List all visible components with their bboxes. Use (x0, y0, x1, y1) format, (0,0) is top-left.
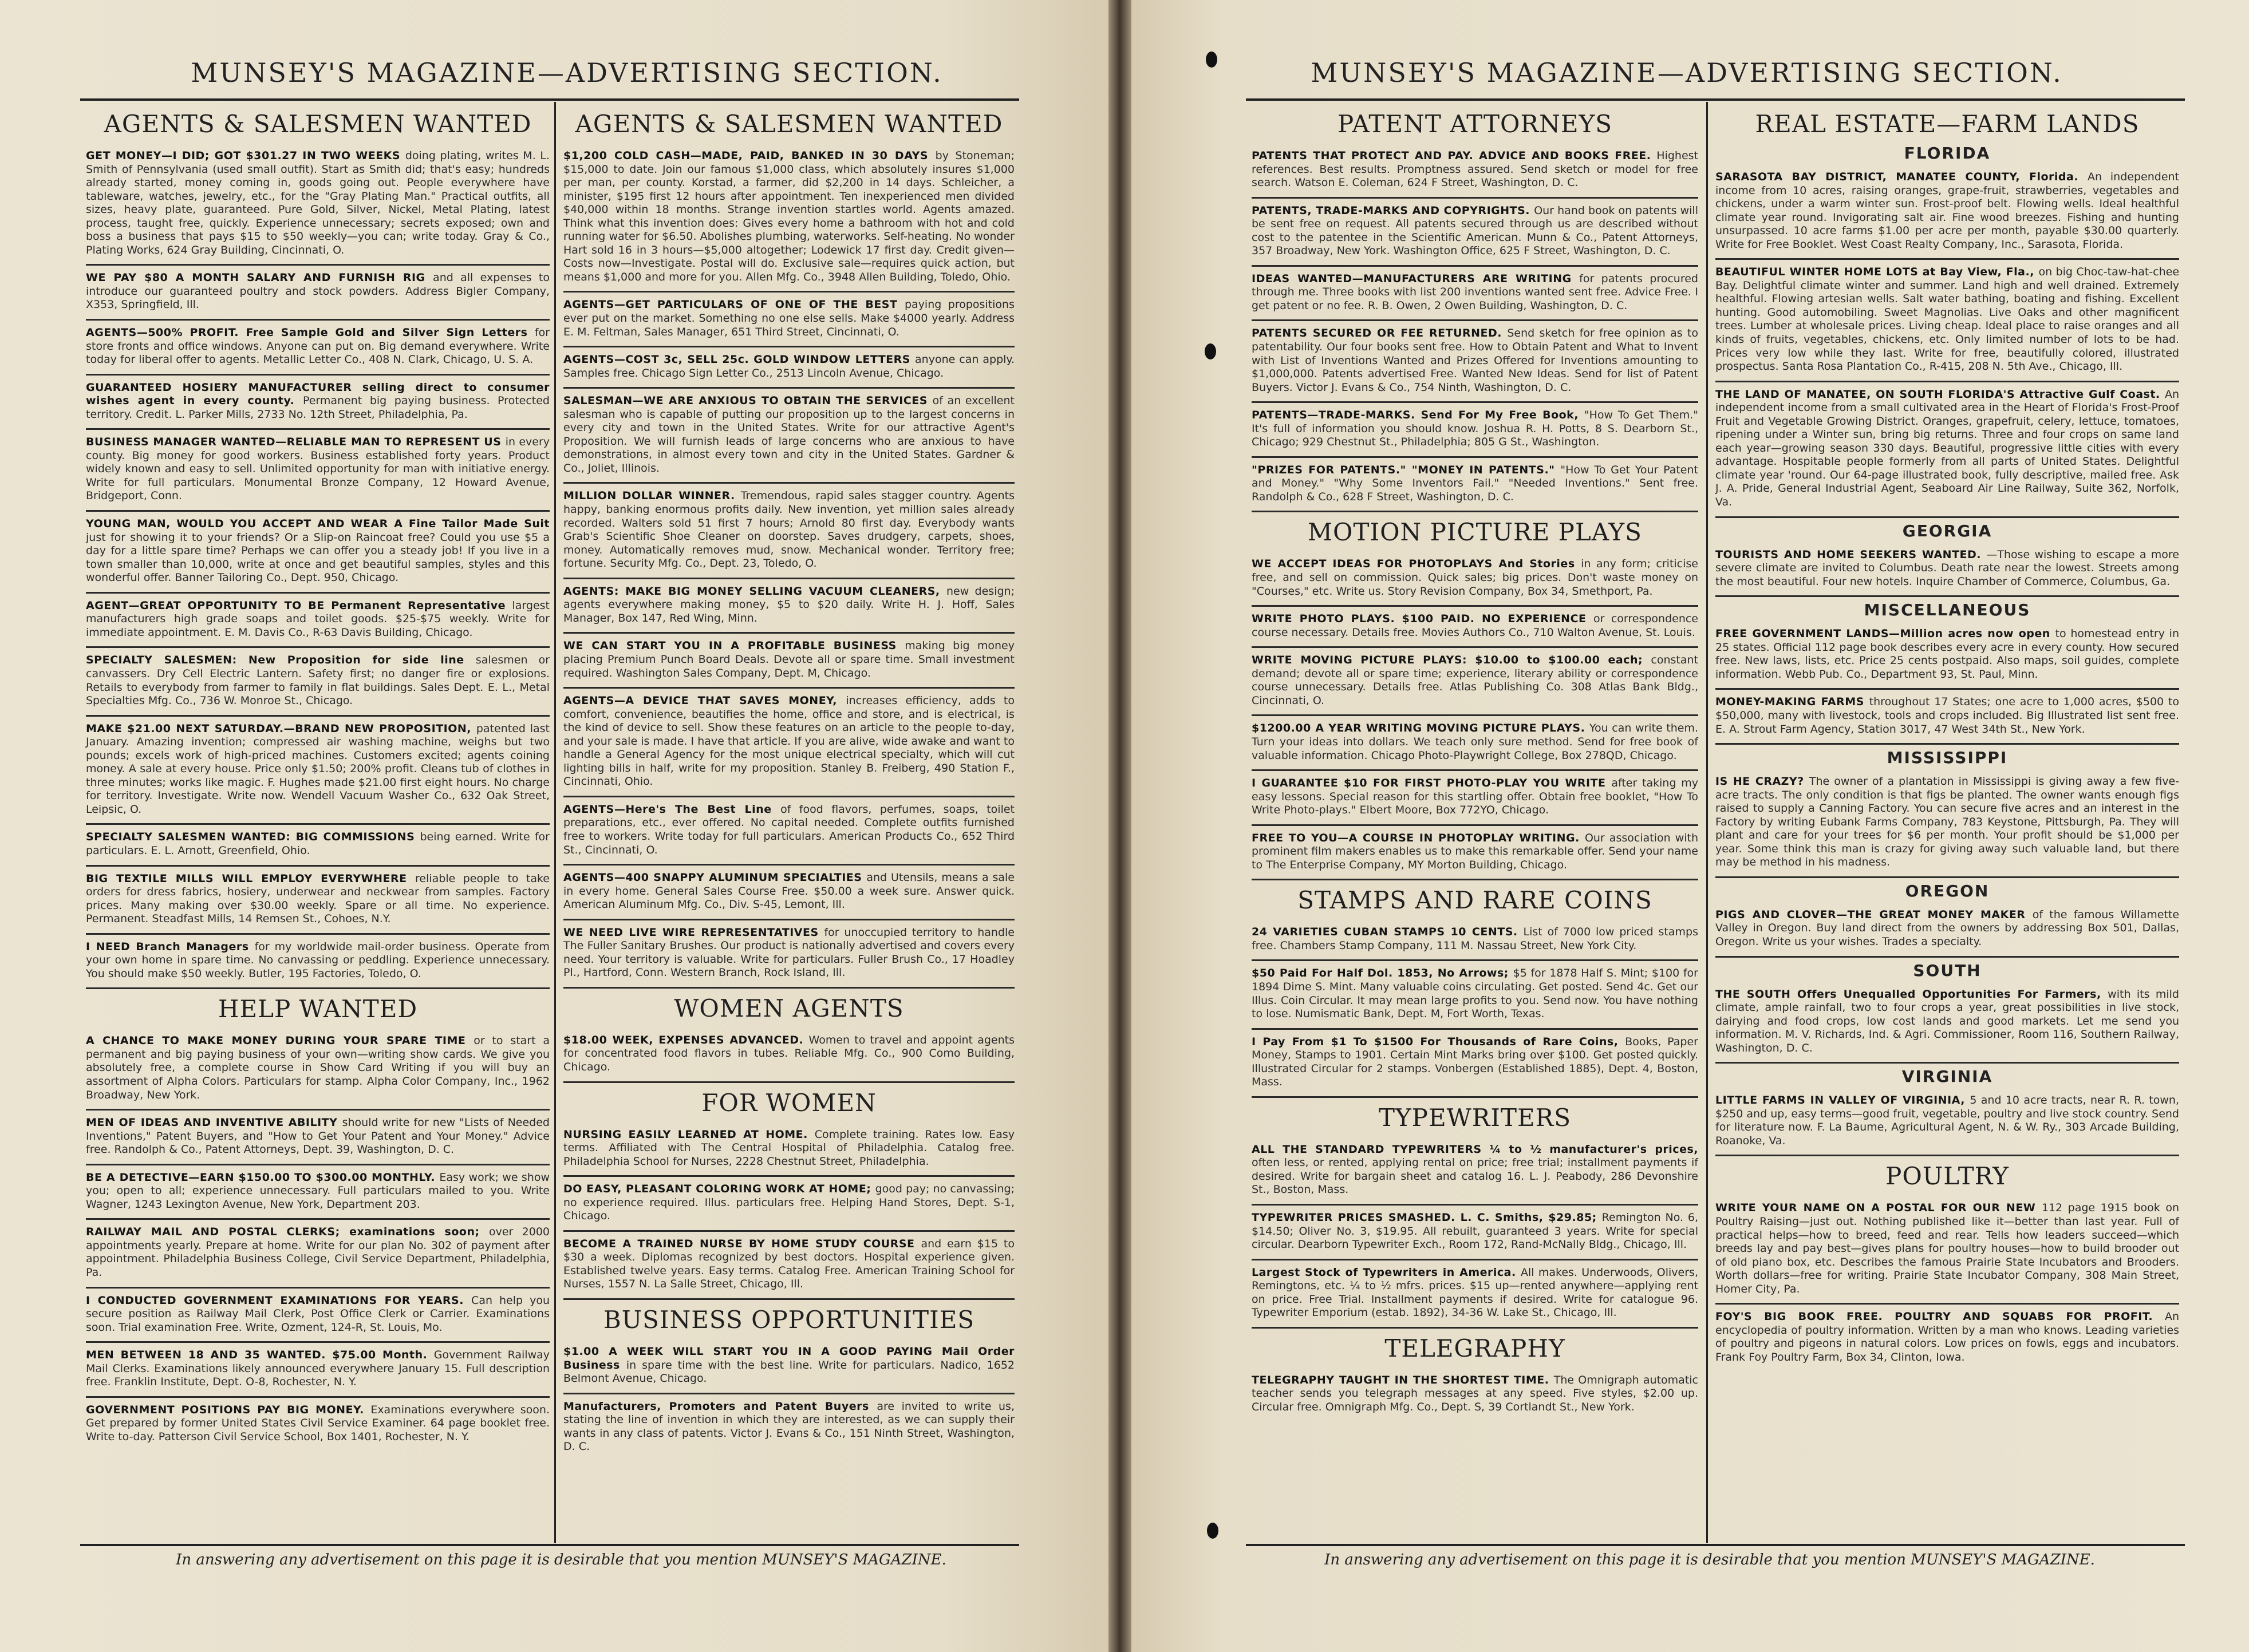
classified-ad (1252, 267, 1698, 322)
ad-body: of an excellent salesman who is capable of putting our proposition up to the largest concerns in every city and town in the United States. Write for our attractive Agent's Proposition. We will furnish leads of large concerns who are anxious to have demonstrations, in almost every town and city in the United States. Gardner & Co., Joliet, Illinois. (563, 394, 1015, 475)
ad-body: and Utensils, means a sale in every home. General Sales Course Free. $50.00 a week sure. Answer quick. American Aluminum Mfg. Co., Div. S-45, Lemont, Ill. (563, 871, 1015, 911)
classified-ad (1252, 321, 1698, 403)
ad-lead: AGENTS: MAKE BIG MONEY SELLING VACUUM CLEANERS, (563, 584, 946, 598)
ad-body: Easy work; we show you; open to all; experience unnecessary. Full particulars mailed to you. Write Wagner, 1243 Lexington Avenue, New York, Department 203. (86, 1171, 550, 1211)
ad-body: 5 and 10 acre tracts, near R. R. town, $250 and up, easy terms—good fruit, vegetable, poultry and live stock country. Send for literature now. F. La Baume, Agricultural Agent, N. & W. Ry., 303 Arcade Building, Roanoke, Va. (1715, 1094, 2179, 1147)
ad-body: making big money placing Premium Punch Board Deals. Devote all or spare time. Small investment required. Washington Sales Company, Dept. M, Chicago. (563, 639, 1015, 679)
ad-body: or correspondence course necessary. Details free. Movies Authors Co., 710 Walton Avenue, St. Louis. (1252, 612, 1699, 639)
classified-ad (1252, 1137, 1698, 1206)
ad-lead: I Pay From $1 To $1500 For Thousands of Rare Coins, (1252, 1035, 1625, 1048)
ad-body: on big Choc-taw-hat-chee Bay. Delightful climate winter and summer. Land high and well drained. Extremely healthful. Flowing artesian wells. Salt water bathing, boating and fishing. Excellent hunting. Good automobiling. Sweet Magnolias. Live Oaks and other magnificent trees. Lumber at wholesale prices. Living cheap. Ideal place to raise oranges and all kinds of fruits, vegetables, chickens, etc. Only limited number of lots to be had. Prices very low while they last. Write for free, beautifully colored, illustrated prospectus. Santa Rosa Plantation Co., R-415, 208 N. 5th Ave., Chicago, Ill. (1715, 266, 2180, 373)
book-gutter (1108, 0, 1131, 1652)
ad-body: "How To Get Them." It's full of information you should know. Joshua R. H. Potts, 8 S. Dearborn St., Chicago; 929 Chestnut St., Philadelphia; 805 G St., Washington. (1252, 409, 1698, 449)
classified-ad (1252, 920, 1698, 961)
classified-ad (1252, 1206, 1698, 1260)
head-rule-left (80, 98, 1019, 101)
ad-body: "How To Get Your Patent and Money." "Why Some Inventors Fail." "Needed Inventions." Sent free. Randolph & Co., 628 F Street, Washington, D. C. (1252, 463, 1698, 503)
ad-body: for my worldwide mail-order business. Operate from your own home in spare time. No canvassing or peddling. Experience unnecessary. You should make $50 weekly. Butler, 195 Factories, Toledo, O. (86, 940, 550, 980)
classified-ad (86, 376, 550, 430)
section-heading: TELEGRAPHY (1384, 1334, 1565, 1362)
classified-ad (86, 717, 550, 825)
ad-body: for patents procured through me. Three books with list 200 inventions wanted sent free. Advice Free. I get patent or no fee. R. B. Owen, 2 Owen Building, Washington, D. C. (1252, 272, 1698, 312)
ad-lead: BECOME A TRAINED NURSE BY HOME STUDY COURSE (563, 1237, 921, 1250)
ad-body: An independent income from 10 acres, raising oranges, grape-fruit, strawberries, vegetables and chickens, under a warm winter sun. Frost-proof belt. Flowing wells. Ideal healthful climate year round. Invigorating salt air. Fine wood breezes. Fishing and hunting unsurpassed. 10 acre farms $1.00 per acre per month, payable $30.00 quarterly. Write for Free Booklet. West Coast Realty Company, Inc., Sarasota, Florida. (1715, 171, 2179, 251)
ad-body: Permanent big paying business. Protected territory. Credit. L. Parker Mills, 2733 No. 12th Street, Philadelphia, Pa. (86, 394, 550, 421)
ad-lead: AGENTS—COST 3c, SELL 25c. GOLD WINDOW LETTERS (563, 353, 916, 366)
ad-body: Government Railway Mail Clerks. Examinations likely announced everywhere January 15. Full description free. Franklin Institute, Dept. O-8, Rochester, N. Y. (86, 1349, 550, 1389)
ad-body: salesmen or canvassers. Dry Cell Electric Lantern. Safety first; no danger fire or explosions. Retails to everybody from farmer to family in flat buildings. Sales Dept. E. L., Metal Specialties Mfg. Co., 736 W. Monroe St., Chicago. (86, 654, 550, 708)
ad-lead: AGENTS—400 SNAPPY ALUMINUM SPECIALTIES (563, 871, 867, 884)
classified-ad (1252, 199, 1698, 267)
ad-body: Our hand book on patents will be sent free on request. All patents secured through us are described without cost to the patentee in the Scientific American. Munn & Co., Patent Attorneys, 357 Broadway, New York. Washington Office, 625 F Street, Washington, D. C. (1252, 204, 1698, 258)
classified-ad (1252, 716, 1698, 771)
classified-ad (86, 648, 550, 716)
ad-lead: MAKE $21.00 NEXT SATURDAY.—BRAND NEW PROPOSITION, (86, 722, 476, 735)
classified-ad (563, 1232, 1015, 1300)
ad-lead: IDEAS WANTED—MANUFACTURERS ARE WRITING (1252, 272, 1580, 285)
classified-ad (86, 144, 550, 266)
running-head-left: MUNSEY'S MAGAZINE—ADVERTISING SECTION. (191, 57, 943, 88)
section-heading: FOR WOMEN (701, 1088, 877, 1117)
subsection-heading: OREGON (1905, 881, 1990, 900)
ad-body: Remington No. 6, $14.50; Oliver No. 3, $19.95. All rebuilt, guaranteed 3 years. Write for special circular. Dearborn Typewriter Exch., Room 172, Rand-McNally Bldg., Chicago, Ill. (1252, 1211, 1698, 1251)
section-heading: REAL ESTATE—FARM LANDS (1755, 110, 2140, 138)
ad-body: Women to travel and appoint agents for concentrated food flavors in tubes. Reliable Mfg. Co., 900 Como Building, Chicago. (563, 1033, 1015, 1073)
classified-ad (563, 1339, 1015, 1394)
left-col-1 (80, 104, 555, 1543)
ad-body: largest manufacturers high grade soaps and toilet goods. $25-$75 weekly. Write for immediate appointment. E. M. Davis Co., R-63 Davis Building, Chicago. (86, 599, 550, 639)
classified-ad (1715, 1305, 2179, 1371)
classified-ad (86, 321, 550, 376)
ad-lead: MONEY-MAKING FARMS (1715, 695, 1869, 709)
ad-body: after taking my easy lessons. Special reason for this startling offer. Obtain free booklet, "How To Write Photo-plays." Elbert Moore, Box 772YO, Chicago. (1252, 777, 1699, 817)
subsection-heading: FLORIDA (1904, 144, 1991, 163)
classified-ad (563, 1177, 1015, 1232)
ad-body: with its mild climate, ample rainfall, two to four crops a year, great possibilities in live stock, dairying and food crops, low cost lands and good markets. Let me send you information. M. V. Richards, Ind. & Agri. Commissioner, Room 116, Southern Railway, Washington, D. C. (1715, 987, 2179, 1054)
ad-lead: THE SOUTH Offers Unequalled Opportunities For Farmers, (1715, 987, 2108, 1001)
ad-body: increases efficiency, adds to comfort, convenience, beautifies the home, office and store, and is electrical, is the kind of device to sell. Show these features on an article to the people to-day, and your sale is made. I have that article. If you are alive, wide awake and want to handle a General Agency for the most unique electrical specialty, which will cut lighting bills in half, write for my proposition. Stanley B. Freiberg, 490 Station F., Cincinnati, Ohio. (563, 694, 1015, 788)
ad-lead: MILLION DOLLAR WINNER. (563, 489, 741, 503)
ad-body: 112 page 1915 book on Poultry Raising—just out. Nothing published like it—better than last year. Full of practical helps—how to breed, feed and rear. Tells how leaders succeed—which breeds lay and pay best—gives plans for poultry houses—how to build brooder out of old piano box, etc. Describes the famous Prairie State Incubators and Brooders. Worth dollars—free for writing. Prairie State Incubator Company, 308 Main Street, Homer City, Pa. (1715, 1202, 2179, 1295)
classified-ad (86, 1110, 550, 1165)
binding-hole (1205, 343, 1216, 359)
ad-body: An independent income from a small cultivated area in the Heart of Florida's Frost-Proof Fruit and Vegetable Growing District. Oranges, grapefruit, celery, lettuce, tomatoes, ripening under a Winter sun, bring big returns. Three and four crops on same land each year—growing season 330 days. Beautiful, progressive little cities with every advantage. Hospitable people formerly from all parts of United States. Delightful climate year 'round. Our 64-page illustrated book, fully descriptive, mailed free. Ask J. A. Pride, General Industrial Agent, Seaboard Air Line Railway, Suite 362, Norfolk, Va. (1715, 388, 2179, 509)
footer-right: In answering any advertisement on this page it is desirable that you mention MUNSEY'S MAGAZINE. (1324, 1551, 2095, 1568)
classified-ad (563, 797, 1015, 865)
ad-body: List of 7000 low priced stamps free. Chambers Stamp Company, 111 M. Nassau Street, New York City. (1252, 926, 1698, 952)
ad-body: good pay; no canvassing; no experience required. Illus. particulars free. Helping Hand Stores, Dept. S-1, Chicago. (563, 1183, 1015, 1223)
ad-lead: $1,200 COLD CASH—MADE, PAID, BANKED IN 30 DAYS (563, 149, 936, 162)
ad-body: in any form; criticise free, and sell on commission. Quick sales; big prices. Don't waste money on "Courses," etc. Write us. Story Revision Company, Box 34, Smethport, Pa. (1252, 558, 1698, 598)
ad-lead: RAILWAY MAIL AND POSTAL CLERKS; examinations soon; (86, 1226, 489, 1239)
ad-body: of the famous Willamette Valley in Oregon. Buy land direct from the owners by addressing Box 501, Dallas, Oregon. Write us your wishes. Trades a specialty. (1715, 908, 2180, 948)
ad-lead: LITTLE FARMS IN VALLEY OF VIRGINIA, (1715, 1094, 1970, 1107)
classified-ad (1252, 1260, 1698, 1329)
classified-ad (563, 689, 1015, 797)
ad-lead: PATENTS, TRADE-MARKS AND COPYRIGHTS. (1252, 204, 1534, 217)
ad-lead: $50 Paid For Half Dol. 1853, No Arrows; (1252, 967, 1513, 980)
classified-ad (563, 484, 1015, 579)
ad-lead: PIGS AND CLOVER—THE GREAT MONEY MAKER (1715, 908, 2033, 921)
ad-body: being earned. Write for particulars. E. L. Arnott, Greenfield, Ohio. (86, 831, 550, 857)
classified-ad (563, 1028, 1015, 1083)
ad-body: Highest references. Best results. Promptness assured. Send sketch or model for free search. Watson E. Coleman, 624 F Street, Washington, D. C. (1252, 149, 1698, 189)
classified-ad (86, 825, 550, 866)
classified-ad (1252, 607, 1698, 648)
ad-body: $5 for 1878 Half S. Mint; $100 for 1894 Dime S. Mint. Many valuable coins circulating. Get posted. Send 4c. Get our Illus. Coin Circular. It may mean large profits to you. Send now. You have nothing to lose. Numismatic Bank, Dept. M, Fort Worth, Texas. (1252, 967, 1698, 1021)
ad-lead: "PRIZES FOR PATENTS." "MONEY IN PATENTS." (1252, 463, 1561, 476)
ad-body: —Those wishing to escape a more severe climate are invited to Columbus. Death rate near the lowest. Streets among the most beautiful. Four new hotels. Inquire Chamber of Commerce, Columbus, Ga. (1715, 548, 2179, 588)
classified-ad (1715, 982, 2179, 1064)
ad-lead: WRITE PHOTO PLAYS. $100 PAID. NO EXPERIENCE (1252, 612, 1593, 626)
ad-lead: FREE GOVERNMENT LANDS—Million acres now open (1715, 627, 2055, 641)
ad-lead: TOURISTS AND HOME SEEKERS WANTED. (1715, 548, 1987, 561)
ad-body: The Omnigraph automatic teacher sends you telegraph messages at any speed. Five styles, $2.00 up. Circular free. Omnigraph Mfg. Co., Dept. S, 39 Cortlandt St., New York. (1252, 1373, 1699, 1413)
section-heading: AGENTS & SALESMEN WANTED (575, 110, 1003, 138)
ad-body: anyone can apply. Samples free. Chicago Sign Letter Co., 2513 Lincoln Avenue, Chicago. (563, 353, 1015, 380)
ad-body: doing plating, writes M. L. Smith of Pennsylvania (used small outfit). Start as Smith did; that's easy; hundreds already started, money coming in, goods going out. People everywhere have tableware, watches, jewelry, etc., for the "Gray Plating Man." Practical outfits, all sizes, heavy plate, guaranteed. Pure Gold, Silver, Nickel, Metal Plating, latest process, taught free, quickly. Experience unnecessary; secrets exposed; own and boss a business that pays $15 to $50 weekly—you can; write today. Gray & Co., Plating Works, 624 Gray Building, Cincinnati, O. (86, 149, 550, 256)
ad-lead: WE ACCEPT IDEAS FOR PHOTOPLAYS And Stories (1252, 558, 1581, 571)
ad-body: Examinations everywhere soon. Get prepared by former United States Civil Service Examiner. 64 page booklet free. Write to-day. Patterson Civil Service School, Box 1401, Rochester, N. Y. (86, 1403, 550, 1443)
classified-ad (563, 293, 1015, 347)
ad-lead: AGENT—GREAT OPPORTUNITY TO BE Permanent Representative (86, 599, 512, 612)
ad-body: throughout 17 States; one acre to 1,000 acres, $500 to $50,000, many with livestock, tools and crops included. Big Illustrated list sent free. E. A. Strout Farm Agency, Station 3017, 47 West 34th St., New York. (1715, 695, 2179, 736)
ad-lead: TYPEWRITER PRICES SMASHED. L. C. Smiths, $29.85; (1252, 1211, 1602, 1224)
classified-ad (1715, 382, 2179, 518)
ad-body: in every county. Big money for good workers. Business established forty years. Product widely known and easy to sell. Unlimited opportunity for man with initiative energy. Write for full particulars. Monumental Bronze Company, 12 Howard Avenue, Bridgeport, Conn. (86, 436, 550, 503)
subsection-heading: VIRGINIA (1901, 1067, 1993, 1086)
classified-ad (1715, 622, 2179, 690)
ad-body: Complete training. Rates low. Easy terms. Affiliated with The Central Hospital of Philadelphia. Catalog free. Philadelphia School for Nurses, 2228 Chestnut Street, Philadelphia. (563, 1128, 1015, 1168)
ad-lead: YOUNG MAN, WOULD YOU ACCEPT AND WEAR A Fine Tailor Made Suit (86, 517, 550, 531)
classified-ad (1715, 260, 2179, 382)
ad-body: patented last January. Amazing invention; compressed air washing machine, weighs but two pounds; excels work of high-priced machines. Customers excited; agents coining money. A sale at every house. Price only $1.50; 200% profit. Cleans tub of clothes in three minutes; works like magic. F. Hughes made $21.00 first eight hours. No charge for territory. Investigate. Write now. Wendell Vacuum Washer Co., 632 Oak Street, Leipsic, O. (86, 722, 550, 816)
ad-body: are invited to write us, stating the line of invention in which they are interested, as we can supply their wants in any class of patents. Victor J. Evans & Co., 151 Ninth Street, Washington, D. C. (563, 1400, 1015, 1453)
classified-ad (86, 1165, 550, 1220)
ad-lead: MEN BETWEEN 18 AND 35 WANTED. $75.00 Month. (86, 1349, 434, 1362)
section-heading: AGENTS & SALESMEN WANTED (104, 110, 532, 138)
classified-ad (563, 579, 1015, 634)
ad-lead: TELEGRAPHY TAUGHT IN THE SHORTEST TIME. (1252, 1373, 1554, 1386)
section-heading: MOTION PICTURE PLAYS (1308, 518, 1642, 547)
binding-hole (1206, 52, 1217, 68)
section-heading: STAMPS AND RARE COINS (1297, 886, 1652, 915)
classified-ad (563, 865, 1015, 920)
section-heading: POULTRY (1885, 1162, 2009, 1191)
ad-lead: SALESMAN—WE ARE ANXIOUS TO OBTAIN THE SERVICES (563, 394, 933, 408)
classified-ad (86, 867, 550, 935)
classified-ad (86, 266, 550, 321)
right-page (1131, 0, 2249, 1652)
ad-lead: GOVERNMENT POSITIONS PAY BIG MONEY. (86, 1403, 371, 1416)
ad-body: over 2000 appointments yearly. Prepare at home. Write for our plan No. 302 of payment after appointment. Philadelphia Business College, Civil Service Department, Philadelphia, Pa. (86, 1226, 550, 1279)
ad-lead: ALL THE STANDARD TYPEWRITERS ¼ to ½ manufacturer's prices, (1252, 1143, 1698, 1156)
ad-lead: AGENTS—Here's The Best Line (563, 803, 781, 816)
ad-lead: FOY'S BIG BOOK FREE. POULTRY AND SQUABS FOR PROFIT. (1715, 1310, 2165, 1323)
ad-lead: PATENTS SECURED OR FEE RETURNED. (1252, 327, 1508, 340)
ad-lead: SARASOTA BAY DISTRICT, MANATEE COUNTY, Florida. (1715, 171, 2088, 183)
ad-lead: PATENTS THAT PROTECT AND PAY. ADVICE AND BOOKS FREE. (1252, 149, 1657, 162)
ad-lead: $1.00 A WEEK WILL START YOU IN A GOOD PAYING Mail Order Business (563, 1345, 1015, 1372)
ad-body: for store fronts and office windows. Anyone can put on. Big demand everywhere. Write today for liberal offer to agents. Metallic Letter Co., 408 N. Clark, Chicago, U. S. A. (86, 326, 550, 366)
classified-ad (1715, 1088, 2179, 1156)
classified-ad (1252, 552, 1698, 607)
subsection-heading: GEORGIA (1902, 521, 1992, 540)
ad-lead: BUSINESS MANAGER WANTED—RELIABLE MAN TO REPRESENT US (86, 436, 506, 449)
classified-ad (1715, 690, 2179, 745)
ad-body: or to start a permanent and big paying business of your own—writing show cards. We give you absolutely free, a complete course in Show Card Writing if you will buy an assortment of Alpha Colors. Particulars for stamp. Alpha Color Company, Inc., 1962 Broadway, New York. (86, 1034, 550, 1101)
classified-ad (86, 1343, 550, 1398)
ad-body: Books, Paper Money, Stamps to 1901. Certain Mint Marks bring over $100. Get posted quickly. Illustrated Circular for 2 stamps. Vonbergen (Established 1885), Dept. 4, Boston, Mass. (1252, 1035, 1698, 1089)
classified-ad (563, 634, 1015, 689)
subsection-heading: MISSISSIPPI (1887, 748, 2008, 768)
classified-ad (86, 935, 550, 990)
ad-lead: I GUARANTEE $10 FOR FIRST PHOTO-PLAY YOU WRITE (1252, 777, 1612, 790)
ad-lead: BIG TEXTILE MILLS WILL EMPLOY EVERYWHERE (86, 872, 416, 885)
classified-ad (86, 430, 550, 512)
classified-ad (563, 389, 1015, 484)
ad-lead: BEAUTIFUL WINTER HOME LOTS at Bay View, Fla., (1715, 266, 2039, 279)
ad-lead: FREE TO YOU—A COURSE IN PHOTOPLAY WRITING. (1252, 831, 1585, 844)
classified-ad (1252, 648, 1698, 716)
ad-lead: WRITE MOVING PICTURE PLAYS: $10.00 to $100.00 each; (1252, 654, 1651, 667)
ad-lead: A CHANCE TO MAKE MONEY DURING YOUR SPARE TIME (86, 1034, 474, 1048)
ad-body: just for showing it to your friends? Or a Slip-on Raincoat free? Could you use $5 a day for a little spare time? Perhaps we can offer you a steady job! If you live in a town smaller than 10,000, write at once and get beautiful samples, styles and this wonderful offer. Banner Tailoring Co., Dept. 950, Chicago. (86, 531, 550, 584)
ad-body: for unoccupied territory to handle The Fuller Sanitary Brushes. Our product is nationally advertised and covers every need. Your territory is valuable. Write for particulars. Fuller Brush Co., 17 Hoadley Pl., Hartford, Conn. Western Branch, Rock Island, Ill. (563, 926, 1015, 979)
ad-lead: WE PAY $80 A MONTH SALARY AND FURNISH RIG (86, 271, 433, 284)
ad-body: of food flavors, perfumes, soaps, toilet preparations, etc., ever offered. No capital needed. Complete outfits furnished free to workers. Write today for full particulars. American Products Co., 652 Third St., Cincinnati, O. (563, 803, 1015, 856)
ad-lead: IS HE CRAZY? (1715, 775, 1809, 788)
ad-lead: MEN OF IDEAS AND INVENTIVE ABILITY (86, 1116, 342, 1129)
ad-body: All makes. Underwoods, Olivers, Remingtons, etc. ¼ to ½ mfrs. prices. $15 up—rented anywhere—applying rent on price. Free Trial. Installment payments if desired. Write for catalogue 96. Typewriter Emporium (estab. 1892), 34-36 W. Lake St., Chicago, Ill. (1252, 1266, 1698, 1319)
foot-rule-left (80, 1544, 1019, 1546)
ad-body: You can write them. Turn your ideas into dollars. We teach only sure method. Send for free book of valuable information. Chicago Photo-Playwright College, Box 278QD, Chicago. (1252, 722, 1699, 762)
section-heading: WOMEN AGENTS (674, 994, 904, 1022)
classified-ad (86, 1289, 550, 1343)
ad-body: often less, or rented, applying rental on price; free trial; installment payments if desired. Write for bargain sheet and catalog 16. L. J. Peabody, 286 Devonshire St., Boston, Mass. (1252, 1156, 1698, 1196)
ad-lead: WE CAN START YOU IN A PROFITABLE BUSINESS (563, 639, 905, 653)
ad-body: to homestead entry in 25 states. Official 112 page book describes every acre in every county. How secured free. New laws, lists, etc. Price 25 cents postpaid. Also maps, soil guides, complete information. Webb Pub. Co., Department 93, St. Paul, Minn. (1715, 627, 2179, 681)
ad-body: reliable people to take orders for dress fabrics, hosiery, underwear and neckwear from samples. Factory prices. Many making over $30.00 weekly. Spare or all time. No experience. Permanent. Steadfast Mills, 14 Remsen St., Cohoes, N.Y. (86, 872, 550, 926)
ad-lead: AGENTS—A DEVICE THAT SAVES MONEY, (563, 694, 846, 708)
ad-body: Can help you secure position as Railway Mail Clerk, Post Office Clerk or Carrier. Examinations soon. Trial examination Free. Write, Ozment, 124-R, St. Louis, Mo. (86, 1294, 550, 1334)
head-rule-right (1246, 98, 2185, 101)
left-page (0, 0, 1108, 1652)
ad-body: and all expenses to introduce our guaranteed poultry and stock powders. Address Bigler Company, X353, Springfield, Ill. (86, 271, 550, 311)
ad-lead: AGENTS—GET PARTICULARS OF ONE OF THE BEST (563, 298, 905, 311)
ad-body: The owner of a plantation in Mississippi is giving away a few five-acre tracts. The only condition is that figs be planted. The owner wants enough figs raised to supply a Canning Factory. You can secure five acres and an interest in the Factory by writing Eubank Farms Company, 783 Keystone, Pittsburgh, Pa. They will plant and care for your trees for $6 per month. Your profit should be $1,000 per year. Some think this man is crazy for giving away such valuable land, but there may be method in his madness. (1715, 775, 2179, 869)
classified-ad (86, 594, 550, 649)
classified-ad (1715, 769, 2179, 878)
ad-body: and earn $15 to $30 a week. Diplomas recognized by best doctors. Hospital experience given. Established twelve years. Easy terms. Catalog Free. American Training School for Nurses, 1557 N. La Salle Street, Chicago, Ill. (563, 1237, 1015, 1291)
ad-lead: $1200.00 A YEAR WRITING MOVING PICTURE PLAYS. (1252, 722, 1589, 735)
classified-ad (1252, 458, 1698, 513)
classified-ad (1252, 826, 1698, 881)
classified-ad (563, 920, 1015, 989)
subsection-heading: MISCELLANEOUS (1864, 600, 2031, 620)
ad-body: An encyclopedia of poultry information. Written by a man who knows. Leading varieties of poultry and pigeons in natural colors. Low prices on fowls, eggs and incubators. Frank Foy Poultry Farm, Box 34, Clinton, Iowa. (1715, 1310, 2179, 1364)
ad-body: constant demand; devote all or spare time; experience, literary ability or correspondence course unnecessary. Details free. Atlas Publishing Co. 308 Atlas Bank Bldg., Cincinnati, O. (1252, 654, 1698, 707)
ad-lead: SPECIALTY SALESMEN WANTED: BIG COMMISSIONS (86, 831, 420, 844)
section-heading: BUSINESS OPPORTUNITIES (603, 1306, 975, 1334)
ad-body: Our association with prominent film makers enables us to make this remarkable offer. Send your name to The Enterprise Company, MY Morton Building, Chicago. (1252, 831, 1698, 871)
running-head-right: MUNSEY'S MAGAZINE—ADVERTISING SECTION. (1311, 57, 2063, 88)
ad-lead: BE A DETECTIVE—EARN $150.00 TO $300.00 MONTHLY. (86, 1171, 440, 1184)
ad-lead: DO EASY, PLEASANT COLORING WORK AT HOME; (563, 1183, 875, 1196)
ad-lead: Largest Stock of Typewriters in America. (1252, 1266, 1521, 1279)
classified-ad (1252, 771, 1698, 826)
ad-lead: GUARANTEED HOSIERY MANUFACTURER selling direct to consumer wishes agent in every county. (86, 381, 550, 408)
ad-lead: Manufacturers, Promoters and Patent Buyers (563, 1400, 877, 1413)
ad-body: by Stoneman; $15,000 to date. Join our famous $1,000 class, which absolutely insures $1,000 per man, per county. Korstad, a farmer, did $2,200 in 14 days. Schleicher, a minister, $195 first 12 hours after appointment. Ten inexperienced men divided $40,000 within 18 months. Strange invention startles world. Agents amazed. Think what this invention does: Gives every home a bathroom with hot and cold running water for $6.50. Abolishes plumbing, waterworks. Self-heating. No wonder Hart sold 16 in 3 hours—$5,000 altogether; Lodewick 17 first day. Credit given—Costs now—Investigate. Postal will do. Exclusive sale—requires quick action, but means $1,000 and more for you. Allen Mfg. Co., 3948 Allen Building, Toledo, Ohio. (563, 149, 1015, 283)
footer-left: In answering any advertisement on this page it is desirable that you mention MUNSEY'S MAGAZINE. (176, 1551, 946, 1568)
subsection-heading: SOUTH (1913, 961, 1982, 980)
ad-lead: PATENTS—TRADE-MARKS. Send For My Free Book, (1252, 409, 1584, 422)
classified-ad (563, 144, 1015, 293)
right-col-2 (1710, 104, 2185, 1543)
left-col-2 (558, 104, 1020, 1543)
ad-lead: SPECIALTY SALESMEN: New Proposition for side line (86, 654, 476, 667)
classified-ad (86, 1029, 550, 1110)
ad-lead: WRITE YOUR NAME ON A POSTAL FOR OUR NEW (1715, 1202, 2042, 1215)
foot-rule-right (1246, 1544, 2185, 1546)
classified-ad (1715, 903, 2179, 958)
ad-lead: NURSING EASILY LEARNED AT HOME. (563, 1128, 815, 1141)
classified-ad (1252, 1368, 1698, 1421)
classified-ad (1715, 1196, 2179, 1305)
classified-ad (563, 1123, 1015, 1177)
ad-lead: AGENTS—500% PROFIT. Free Sample Gold and Silver Sign Letters (86, 326, 535, 339)
classified-ad (86, 1220, 550, 1288)
column-divider-right (1706, 102, 1708, 1543)
right-col-1 (1246, 104, 1704, 1543)
classified-ad (1252, 1030, 1698, 1098)
classified-ad (1252, 144, 1698, 199)
classified-ad (86, 1398, 550, 1451)
ad-lead: $18.00 WEEK, EXPENSES ADVANCED. (563, 1033, 809, 1046)
classified-ad (563, 347, 1015, 389)
ad-body: Send sketch for free opinion as to patentability. Our four books sent free. How to Obtain Patent and What to Invent with List of Inventions Wanted and Prizes Offered for Inventions amounting to $1,000,000. Patents advertised Free. Wanted New Ideas. Send for list of Patent Buyers. Victor J. Evans & Co., 754 Ninth, Washington, D. C. (1252, 327, 1698, 394)
classified-ad (86, 512, 550, 594)
ad-lead: 24 VARIETIES CUBAN STAMPS 10 CENTS. (1252, 926, 1524, 939)
classified-ad (563, 1394, 1015, 1461)
ad-lead: THE LAND OF MANATEE, ON SOUTH FLORIDA'S Attractive Gulf Coast. (1715, 388, 2165, 401)
classified-ad (1252, 403, 1698, 458)
ad-lead: I CONDUCTED GOVERNMENT EXAMINATIONS FOR YEARS. (86, 1294, 472, 1307)
column-divider-left (554, 102, 556, 1543)
binding-hole (1207, 1523, 1218, 1539)
section-heading: HELP WANTED (218, 995, 418, 1023)
classified-ad (1715, 165, 2179, 260)
ad-body: new design; agents everywhere making money, $5 to $20 daily. Write H. J. Hoff, Sales Manager, Box 147, Red Wing, Minn. (563, 584, 1015, 625)
ad-body: Tremendous, rapid sales stagger country. Agents happy, banking enormous profits daily. New invention, yet million sales already recorded. Walters sold 51 first 7 hours; Arnold 80 first day. Everybody wants Grab's Scientific Shoe Cleaner on doorstep. Saves drudgery, carpets, shoes, money. Automatically removes mud, snow. Mechanical wonder. Territory free; fortune. Security Mfg. Co., Dept. 23, Toledo, O. (563, 489, 1015, 570)
section-heading: PATENT ATTORNEYS (1337, 110, 1613, 138)
ad-body: should write for new "Lists of Needed Inventions," Patent Buyers, and "How to Get Your Patent and Your Money." Advice free. Randolph & Co., Patent Attorneys, Dept. 39, Washington, D. C. (86, 1116, 550, 1156)
classified-ad (1252, 961, 1698, 1029)
classified-ad (1715, 543, 2179, 598)
ad-lead: GET MONEY—I DID; GOT $301.27 IN TWO WEEKS (86, 149, 405, 162)
section-heading: TYPEWRITERS (1378, 1103, 1572, 1132)
ad-body: paying propositions ever put on the market. Something no one else sells. Make $4000 yearly. Address E. M. Feltman, Sales Manager, 651 Third Street, Cincinnati, O. (563, 298, 1015, 338)
ad-body: in spare time with the best line. Write for particulars. Nadico, 1652 Belmont Avenue, Chicago. (563, 1358, 1015, 1385)
ad-lead: I NEED Branch Managers (86, 940, 255, 953)
ad-lead: WE NEED LIVE WIRE REPRESENTATIVES (563, 926, 824, 939)
